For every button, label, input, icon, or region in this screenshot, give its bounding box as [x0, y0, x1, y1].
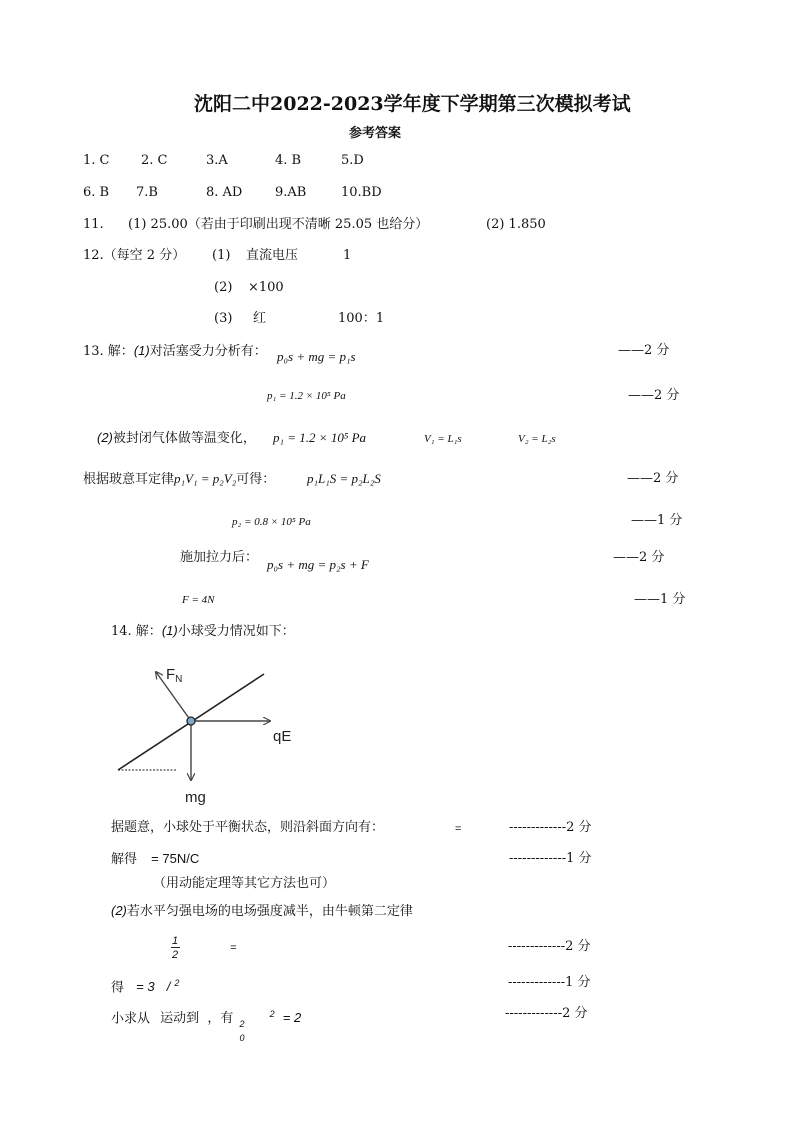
- label-fn: $F_N$: [166, 666, 183, 685]
- q14-line1-text: 据题意，小球处于平衡状态，则沿斜面方向有：: [111, 820, 385, 835]
- label-qe: qE: [273, 728, 292, 745]
- q13-part2-label: (2): [97, 430, 113, 445]
- q12-p1-answer: 直流电压: [246, 248, 299, 263]
- q13-line4-eq2: p₁L₁S = p₂L₂S: [307, 471, 381, 486]
- q14-line7-text2: 运动到: [160, 1011, 200, 1027]
- mc-answer: 5.D: [341, 153, 364, 168]
- q13-number: 13. 解：: [83, 344, 134, 359]
- q13-line6-text: 施加拉力后：: [180, 550, 259, 565]
- q13-score7: ——1 分: [634, 592, 686, 607]
- q13-eq2: p₁ = 1.2 × 10⁵ Pa: [267, 390, 346, 402]
- mc-answer: 10.BD: [341, 185, 382, 200]
- mc-answer: 7.B: [136, 185, 158, 200]
- q14-score6: -------------1 分: [508, 975, 591, 990]
- q14-score1: -------------2 分: [509, 820, 592, 835]
- mc-answer: 8. AD: [206, 185, 243, 200]
- q13-score5: ——1 分: [631, 513, 683, 528]
- q12-p3-answer2: 100：1: [338, 311, 385, 326]
- mc-answer: 9.AB: [275, 185, 307, 200]
- q14-part1-label: (1): [161, 623, 178, 638]
- q12-p2-answer: ×100: [248, 280, 284, 295]
- q13-eq5: p₂ = 0.8 × 10⁵ Pa: [232, 516, 311, 528]
- q11-part2: (2) 1.850: [486, 217, 546, 232]
- q14-line7-sup2: 2: [269, 1009, 275, 1019]
- q14-score7: -------------2 分: [505, 1006, 588, 1021]
- mc-answer: 3.A: [206, 153, 228, 168]
- q14-line7-text: 小求从: [111, 1011, 151, 1027]
- q14-line6-eq2: /: [166, 979, 171, 995]
- q13-score4: ——2 分: [627, 471, 679, 486]
- fraction-numerator: 1: [172, 935, 179, 947]
- q12-p1-label: (1): [212, 248, 231, 263]
- q14-line2-eq: = 75N/C: [151, 851, 200, 866]
- q12-p1-answer2: 1: [343, 248, 352, 263]
- q14-line7-eq: = 2: [282, 1010, 302, 1026]
- q13-eq1: p₀s + mg = p₁s: [277, 349, 356, 364]
- q13-intro: [83, 343, 267, 360]
- q13-part2-text: 被封闭气体做等温变化，: [112, 431, 256, 446]
- q13-line3-eq3: V₂ = L₂s: [518, 433, 556, 445]
- page-title: 沈阳二中2022-2023学年度下学期第三次模拟考试: [194, 93, 631, 115]
- force-diagram: [110, 655, 310, 805]
- page-subtitle: 参考答案: [349, 126, 402, 141]
- q14-line4: [111, 903, 413, 920]
- q14-score5: -------------2 分: [508, 939, 591, 954]
- q13-line4-text2: 可得：: [236, 472, 276, 487]
- q14-number: 14. 解：: [111, 624, 162, 639]
- q14-line5-eq: =: [230, 942, 237, 954]
- q13-line3-eq1: p₁ = 1.2 × 10⁵ Pa: [273, 430, 367, 445]
- label-mg: mg: [185, 789, 206, 805]
- q14-score2: -------------1 分: [509, 851, 592, 866]
- q12-p3-label: (3): [214, 311, 233, 326]
- q14-line3-text: （用动能定理等其它方法也可）: [153, 876, 336, 891]
- q14-part2-text: 若水平匀强电场的电场强度减半，由牛顿第二定律: [126, 904, 413, 919]
- q14-intro: [111, 623, 295, 640]
- q13-score1: ——2 分: [618, 343, 670, 358]
- q11-part1: (1) 25.00（若由于印刷出现不清晰 25.05 也给分）: [128, 217, 429, 232]
- q14-line2: [111, 851, 199, 868]
- q13-line3-eq2: V₁ = L₁s: [424, 433, 462, 445]
- q14-part1-text: 小球受力情况如下：: [177, 624, 295, 639]
- mc-answer: 2. C: [141, 153, 168, 168]
- q14-line6: [111, 975, 179, 996]
- q13-part1-label: (1): [133, 343, 150, 358]
- mc-answer: 6. B: [83, 185, 110, 200]
- ball: [187, 717, 195, 725]
- q14-line2-text: 解得: [111, 852, 138, 867]
- q14-line7-text3: ，有: [207, 1011, 234, 1027]
- q11-number: 11.: [83, 217, 104, 232]
- q13-line4: [83, 471, 275, 488]
- q13-score2: ——2 分: [628, 388, 680, 403]
- mc-answer: 1. C: [83, 153, 110, 168]
- q12-number: 12.（每空 2 分）: [83, 248, 186, 263]
- q13-line4-eq1: p₁V₁ = p₂V₂: [174, 471, 237, 486]
- q13-part1-text: 对活塞受力分析有：: [149, 344, 267, 359]
- mc-answer: 4. B: [275, 153, 302, 168]
- q14-line6-eq: = 3: [136, 979, 155, 995]
- q13-line4-text: 根据玻意耳定律: [83, 472, 175, 487]
- q14-line7: 小求从 运动到 ，有 2 0 $^2$ = 2: [111, 1009, 302, 1044]
- q12-p2-label: (2): [214, 280, 233, 295]
- q13-eq6: p₀s + mg = p₂s + F: [267, 557, 369, 572]
- q13-eq7: F = 4N: [182, 594, 215, 606]
- q14-line6-sup: 2: [174, 978, 180, 988]
- q14-line1-eq: =: [455, 823, 462, 835]
- fraction-denominator: 2: [172, 949, 179, 961]
- q12-p3-answer: 红: [253, 311, 267, 326]
- q13-score6: ——2 分: [613, 550, 665, 565]
- q13-line3: [97, 430, 256, 447]
- q14-part2-label: (2): [111, 903, 127, 918]
- q14-line6-text: 得: [111, 980, 125, 996]
